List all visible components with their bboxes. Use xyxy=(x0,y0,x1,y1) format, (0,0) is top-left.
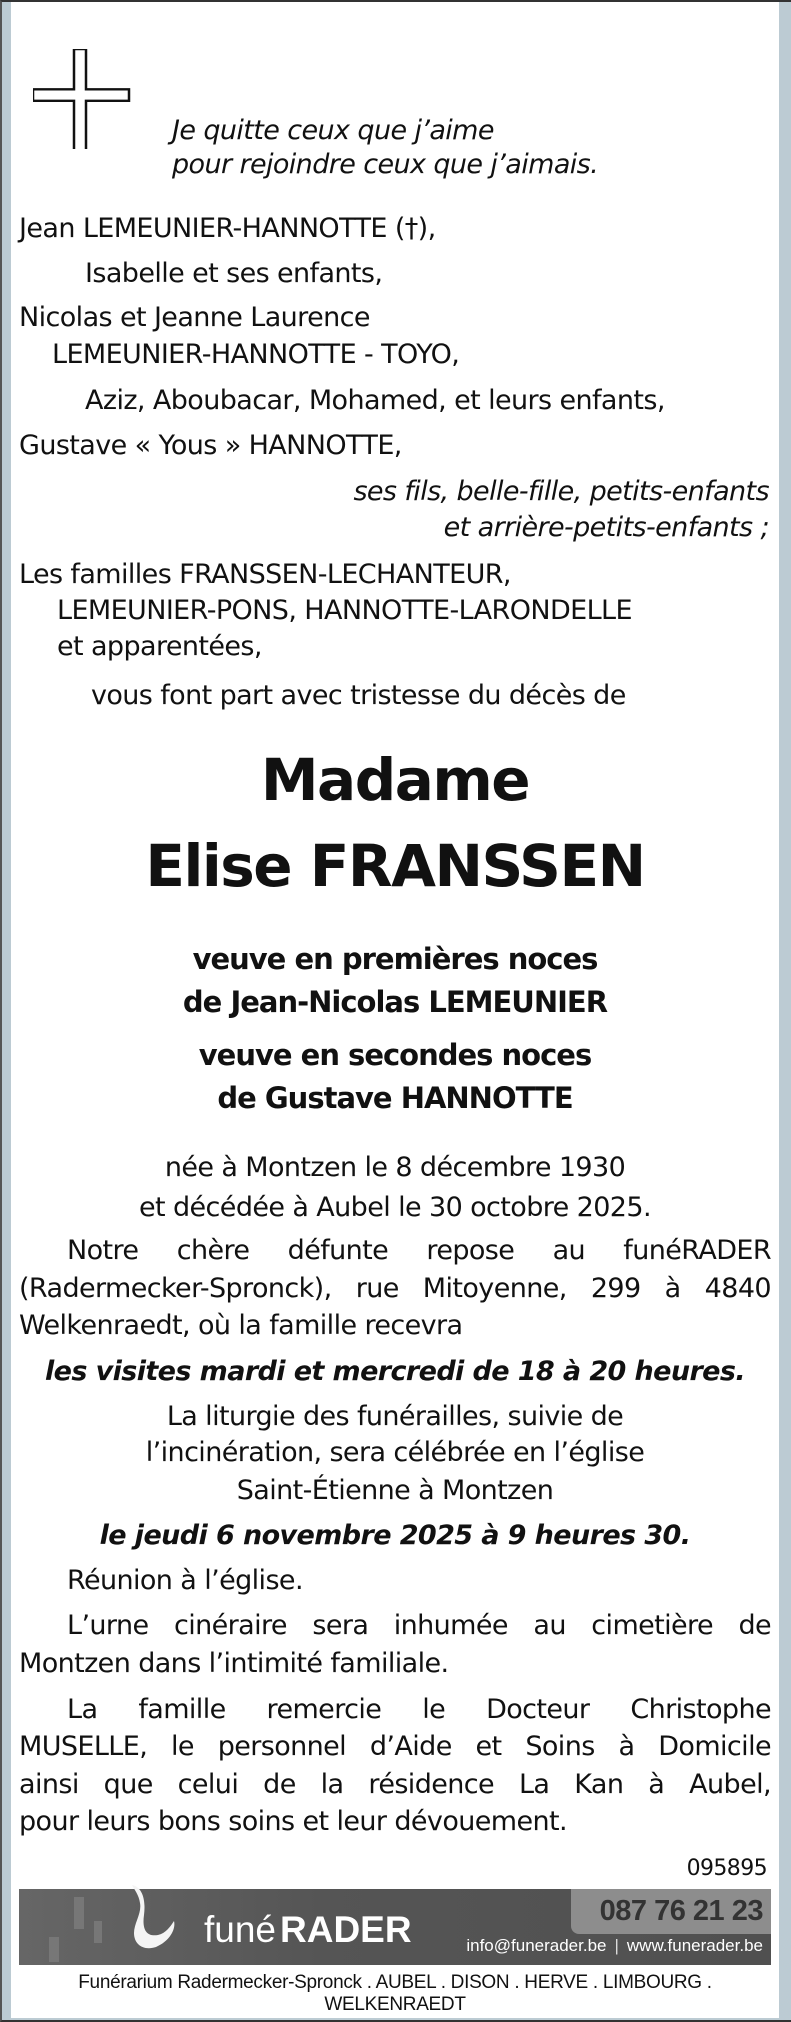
widow-line: veuve en secondes noces xyxy=(198,1038,592,1072)
body-line: pour leurs bons soins et leur dévouement. xyxy=(19,1806,567,1837)
family-line: Aziz, Aboubacar, Mohamed, et leurs enfants, xyxy=(85,385,665,416)
body-line: Saint-Étienne à Montzen xyxy=(236,1475,554,1506)
body-line: née à Montzen le 8 décembre 1930 xyxy=(164,1152,626,1183)
decor-square xyxy=(74,1897,84,1929)
family-line: LEMEUNIER-PONS, HANNOTTE-LARONDELLE xyxy=(57,595,632,626)
family-line: ses fils, belle-fille, petits-enfants xyxy=(353,476,769,507)
widow-line: de Gustave HANNOTTE xyxy=(217,1081,573,1115)
family-line: Nicolas et Jeanne Laurence xyxy=(19,302,370,333)
widow-line: de Jean-Nicolas LEMEUNIER xyxy=(182,985,608,1019)
family-line: Jean LEMEUNIER-HANNOTTE (†), xyxy=(19,213,436,244)
body-line: (Radermecker-Spronck), rue Mitoyenne, 299 à 4840 xyxy=(19,1273,771,1304)
body-line: Réunion à l’église. xyxy=(67,1565,303,1596)
body-line: et décédée à Aubel le 30 octobre 2025. xyxy=(139,1192,651,1223)
funerader-logo: funé RADER xyxy=(204,1909,412,1950)
body-line: Welkenraedt, où la famille recevra xyxy=(19,1310,463,1341)
funeral-home-banner xyxy=(19,1889,771,1965)
body-line: Montzen dans l’intimité familiale. xyxy=(19,1648,449,1679)
website-link[interactable]: www.funerader.be xyxy=(626,1936,763,1955)
deceased-title: Madame xyxy=(260,746,530,814)
phone-number[interactable]: 087 76 21 23 xyxy=(599,1895,763,1927)
body-line: L’urne cinéraire sera inhumée au cimetière de xyxy=(67,1610,771,1641)
visiting-hours: les visites mardi et mercredi de 18 à 20 heures. xyxy=(44,1356,746,1387)
dove-icon xyxy=(124,1883,196,1955)
family-line: vous font part avec tristesse du décès de xyxy=(91,680,626,711)
body-line: l’incinération, sera célébrée en l’église xyxy=(145,1437,645,1468)
body-line: Notre chère défunte repose au funéRADER xyxy=(67,1235,771,1266)
funeral-home-locations: Funérarium Radermecker-Spronck . AUBEL . DISON . HERVE . LIMBOURG . WELKENRAEDT xyxy=(78,1972,712,2015)
body-line: MUSELLE, le personnel d’Aide et Soins à Domicile xyxy=(19,1731,771,1762)
obituary-notice xyxy=(11,2,779,2018)
family-line: et arrière-petits-enfants ; xyxy=(443,512,769,543)
body-line: La famille remercie le Docteur Christophe xyxy=(67,1694,771,1725)
family-line: LEMEUNIER-HANNOTTE - TOYO, xyxy=(52,339,460,370)
decor-square xyxy=(49,1937,59,1962)
reference-number: 095895 xyxy=(686,1856,767,1881)
quote-line: pour rejoindre ceux que j’aimais. xyxy=(172,149,599,180)
body-line: ainsi que celui de la résidence La Kan à Aubel, xyxy=(19,1769,771,1800)
email-link[interactable]: info@funerader.be xyxy=(466,1936,607,1955)
family-line: Les familles FRANSSEN-LECHANTEUR, xyxy=(19,559,511,590)
deceased-name: Elise FRANSSEN xyxy=(145,832,645,900)
family-line: Isabelle et ses enfants, xyxy=(85,258,383,289)
decor-square xyxy=(94,1921,102,1943)
cross-icon xyxy=(33,49,131,149)
widow-line: veuve en premières noces xyxy=(192,942,598,976)
quote-line: Je quitte ceux que j’aime xyxy=(172,115,494,146)
family-line: Gustave « Yous » HANNOTTE, xyxy=(19,430,402,461)
funeral-date: le jeudi 6 novembre 2025 à 9 heures 30. xyxy=(99,1520,691,1551)
family-line: et apparentées, xyxy=(57,631,262,662)
body-line: La liturgie des funérailles, suivie de xyxy=(166,1401,624,1432)
contact-info: info@funerader.be | www.funerader.be xyxy=(466,1936,763,1955)
phone-box xyxy=(571,1889,771,1934)
